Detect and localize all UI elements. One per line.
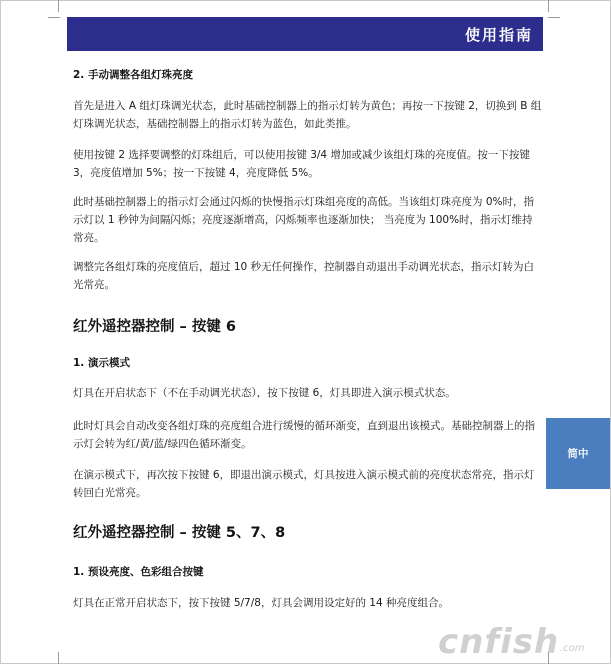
watermark-logo: cnfish	[438, 622, 560, 662]
paragraph: 此时基础控制器上的指示灯会通过闪烁的快慢指示灯珠组亮度的高低。当该组灯珠亮度为 0%时，指示灯以 1 秒钟为间隔闪烁；亮度逐渐增高，闪烁频率也逐渐加快； 当亮度为 100%时，指示灯维持常亮。	[73, 196, 534, 244]
crop-mark-top-right	[548, 0, 549, 12]
watermark-suffix: .com	[560, 643, 585, 654]
chapter-heading-key-6: 红外遥控器控制 – 按键 6	[73, 319, 236, 335]
section-heading-manual-brightness: 2. 手动调整各组灯珠亮度	[73, 69, 193, 81]
paragraph: 使用按键 2 选择要调整的灯珠组后，可以使用按键 3/4 增加或减少该组灯珠的亮度值。按一下按键 3，亮度值增加 5%；按一下按键 4，亮度降低 5%。	[73, 149, 530, 179]
crop-mark-bottom-left	[58, 652, 59, 664]
paragraph: 首先是进入 A 组灯珠调光状态，此时基础控制器上的指示灯转为黄色；再按一下按键 2，切换到 B 组灯珠调光状态，基础控制器上的指示灯转为蓝色，如此类推。	[73, 100, 542, 130]
paragraph: 调整完各组灯珠的亮度值后，超过 10 秒无任何操作，控制器自动退出手动调光状态，指示灯转为白光常亮。	[73, 261, 535, 291]
crop-mark-top-left	[58, 0, 59, 12]
crop-mark-right-top	[548, 17, 560, 18]
crop-mark-left-top	[48, 17, 60, 18]
chapter-heading-keys-5-7-8: 红外遥控器控制 – 按键 5、7、8	[73, 525, 286, 541]
language-tab[interactable]: 简中	[546, 418, 610, 489]
paragraph: 灯具在正常开启状态下，按下按键 5/7/8，灯具会调用设定好的 14 种亮度组合。	[73, 597, 449, 609]
paragraph: 在演示模式下，再次按下按键 6，即退出演示模式，灯具按进入演示模式前的亮度状态常亮，指示灯转回白光常亮。	[73, 469, 535, 499]
paragraph: 此时灯具会自动改变各组灯珠的亮度组合进行缓慢的循环渐变，直到退出该模式。基础控制器上的指示灯会转为红/黄/蓝/绿四色循环渐变。	[73, 420, 535, 450]
section-heading-demo-mode: 1. 演示模式	[73, 357, 130, 369]
paragraph: 灯具在开启状态下（不在手动调光状态），按下按键 6，灯具即进入演示模式状态。	[73, 387, 456, 399]
header-title: 使用指南	[464, 26, 533, 44]
section-heading-preset: 1. 预设亮度、色彩组合按键	[73, 566, 204, 578]
header-bar	[67, 17, 543, 51]
